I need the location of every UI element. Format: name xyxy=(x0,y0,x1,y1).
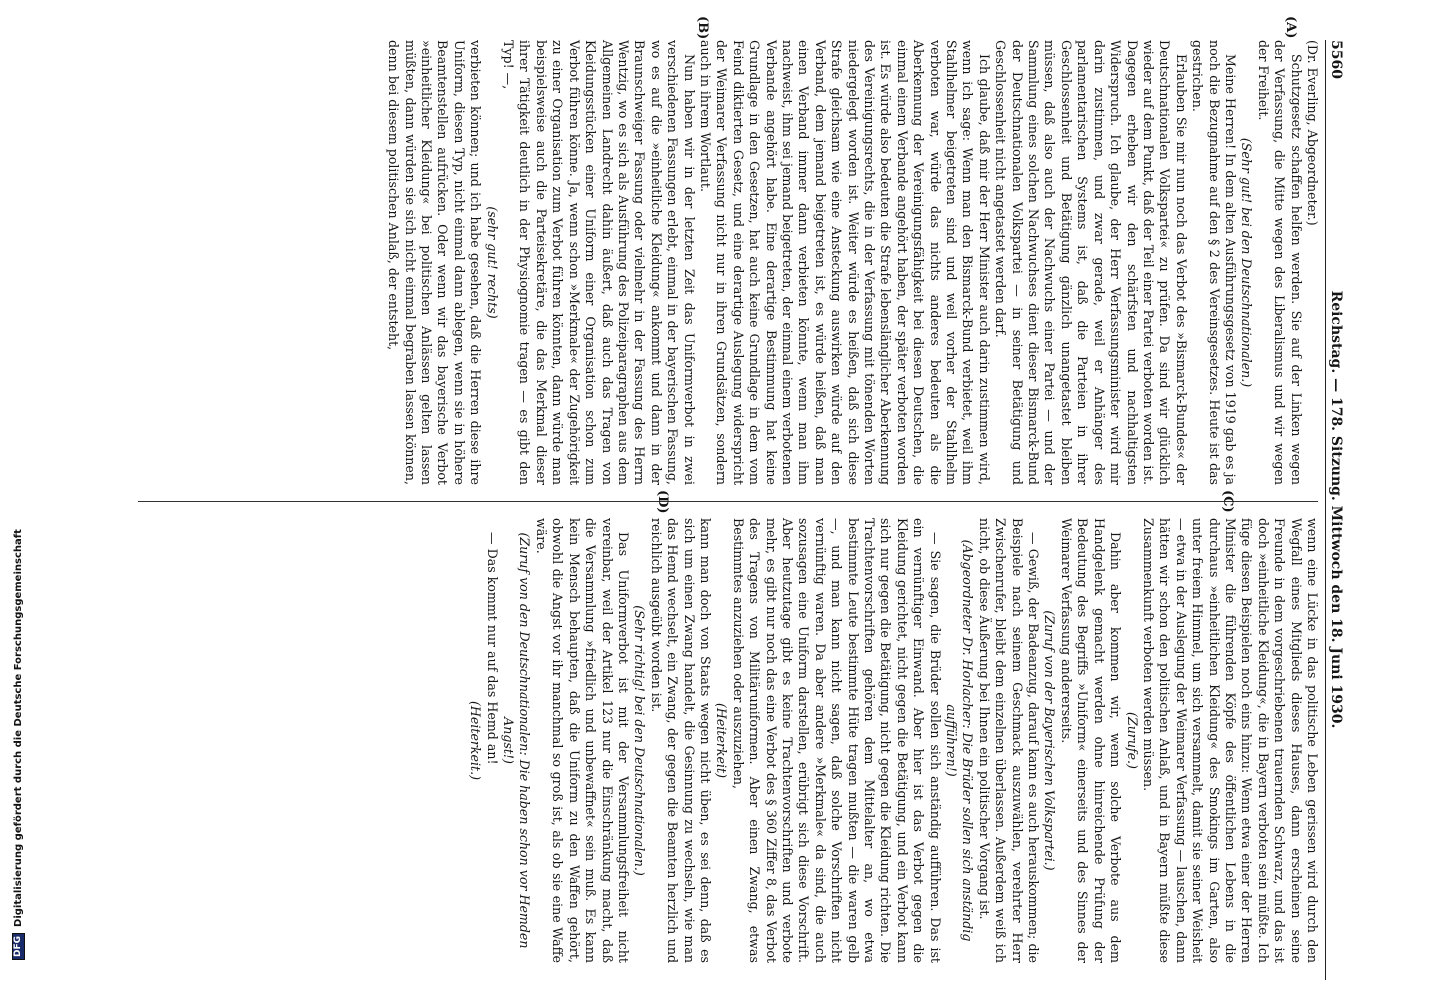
paragraph: Nun haben wir in der letzten Zeit das Uniformverbot in zwei verschiedenen Fassungen erlebt, einmal in der bayerischen Fassung, wo es auf die »einheitliche Kleidung« ankommt und dann in der Braunschweiger Fassung oder vielmehr in der Fassung des Herrn Wentzig, wo es sich als Ausführung des Polizeiparagraphen aus dem Allgemeinen Landrecht dahin äußert, daß auch das Tragen von Kleidungsstücken einer Uniform einer Organisation schon zum Verbot führen könne. Ja, wenn schon »Merkmale« der Zugehörigkeit zu einer Organisation zum Verbot führen könnten, dann würde man beispielsweise auch die Parteisekretäre, die das Merkmal dieser ihrer Tätigkeit deutlich in der Physiognomie tragen — es gibt den Typ! —, xyxy=(501,40,697,485)
interjection: (Sehr richtig! bei den Deutschnationalen.) xyxy=(632,605,648,876)
paragraph: — Sie sagen, die Brüder sollen sich anständig aufführen. Das ist ein vernünftiger Einwand. Aber hier ist das Verbot gegen die Kleidung gerichtet, nicht gegen die Betätigung, und ein Verbot kann sich nur gegen die Betätigung, nicht gegen die Kleidung richten. Die Trachtenvorschriften gehören dem Mittelalter an, wo etwa bestimmte Leute bestimmte Hüte tragen mußten — die waren gelb —, und man kann nicht sagen, daß solche Vorschriften nicht vernünftig waren. Da aber andere »Merkmale« da sind, die auch sozusagen eine Uniform darstellen, erübrigt sich diese Vorschrift. Aber heutzutage gibt es keine Trachtenvorschriften und verbote mehr, es gibt nur noch das eine Verbot des § 360 Ziffer 8, das Verbot des Tragens von Militäruniformen. Aber einen Zwang, etwas Bestimmtes anzuziehen oder auszuziehen, xyxy=(730,518,943,963)
margin-letter-d: (D) xyxy=(655,490,670,514)
paragraph: Das Uniformverbot ist mit der Versammlungsfreiheit nicht vereinbar, weil der Artikel 123 nur die Einschränkung macht, daß die Versammlung »friedlich und unbewaffnet« sein muß. Es kann kein Mensch behaupten, daß die Uniform zu den Waffen gehört, obwohl die Angst vor ihr manchmal so groß ist, als ob sie eine Waffe wäre. xyxy=(533,518,631,963)
document-page xyxy=(120,16,1350,980)
paragraph: — Das kommt nur auf das Hemd an! xyxy=(484,532,500,765)
page-title: Reichstag. — 178. Sitzung. Mittwoch den 18. Juni 1930. xyxy=(1328,290,1345,729)
interjection: (Heiterkeit) xyxy=(714,703,730,778)
paragraph: wenn eine Lücke in das politische Leben gerissen wird durch den Wegfall eines Mitglieds dieses Hauses, dann erscheinen seine Freunde in dem vorgeschriebenen trauernden Schwarz, und das ist doch »einheitliche Kleidung«, die in Bayern verboten sein müßte. Ich füge diesen Beispielen noch eins hinzu: Wenn etwa einer der Herren Minister die führenden Köpfe des öffentlichen Lebens in die durchaus »einheitlichen Kleidung« des Smokings im Garten, also unter freiem Himmel, um sich versammelt, damit sie seiner Weisheit — etwa in der Auslegung der Weimarer Verfassung — lauschen, dann hätten wir schon den politischen Anlaß, und in Bayern müßte diese Zusammenkunft verboten werden müssen. xyxy=(1140,518,1320,963)
interjection: (sehr gut! rechts) xyxy=(484,206,500,319)
paragraph: Ich glaube, daß mir der Herr Minister auch darin zustimmen wird, wenn ich sage: Wenn man den Bismarck-Bund verbietet, weil ihm Stahlhelmer beigetreten sind und weil vorher der Stahlhelm verboten war, würde das nichts anderes bedeuten als die Aberkennung der Vereinigungsfähigkeit bei diesen Deutschen, die einmal einem Verbande angehört haben, der später verboten worden ist. Es würde also bedeuten die Strafe lebenslänglicher Aberkennung des Vereinigungsrechts, die in der Verfassung mit tönenden Worten niedergelegt worden ist. Weiter würde es heißen, daß sich diese Strafe gleichsam wie eine Ansteckung auswirken würde auf den Verband, dem jemand beigetreten ist, es würde heißen, daß man einen Verband immer dann verbieten könnte, wenn man ihm nachweist, ihm sei jemand beigetreten, der einmal einem verbotenen Verbande angehört habe. Eine derartige Bestimmung hat keine Grundlage in den Gesetzen, hat auch keine Grundlage in dem vom Feind diktierten Gesetz, und eine derartige Auslegung widerspricht der Weimarer Verfassung nicht nur in ihren Grundsätzen, sondern auch in ihrem Wortlaut. xyxy=(697,40,992,485)
paragraph: Erlauben Sie mir nun noch das Verbot des »Bismarck-Bundes« der Deutschnationalen Volkspartei« zu prüfen. Da sind wir glücklich wieder auf dem Punkt, daß der Teil einer Partei verboten worden ist. Dagegen erheben wir den schärfsten und nachhaltigsten Widerspruch. Ich glaube, der Herr Verfassungsminister wird mir darin zustimmen, und zwar gerade, weil er Anhänger des parlamentarischen Systems ist, daß die Parteien in ihrer Geschlossenheit und Betätigung gänzlich unangetastet bleiben müssen, daß also auch der Nachwuchs einer Partei — und der Sammlung eines solchen Nachwuchses dient dieser Bismarck-Bund der Deutschnationalen Volkspartei — in seiner Betätigung und Geschlossenheit nicht angetastet werden darf. xyxy=(993,40,1189,485)
page-header xyxy=(1325,40,1350,980)
interjection: (Sehr gut! bei den Deutschnationalen.) xyxy=(1239,137,1255,388)
digitization-credit: Digitalisierung gefördert durch die Deutsche Forschungsgemeinschaft xyxy=(13,529,24,927)
interjection: (Zurufe.) xyxy=(1124,712,1140,769)
paragraph: Schutzgesetz schaffen helfen werden. Sie auf der Linken wegen der Verfassung, die Mitte wegen des Liberalismus und wir wegen der Freiheit. xyxy=(1255,40,1304,485)
interjection: (Heiterkeit.) xyxy=(468,701,484,780)
paragraph: kann man doch von Staats wegen nicht üben, es sei denn, daß es sich um einen Zwang handelt, die Gesinnung zu wechseln, wie man das Hemd wechselt, ein Zwang, der gegen die Beamten herzlich und reichlich ausgeübt worden ist. xyxy=(648,518,713,963)
dfg-logo: DFG xyxy=(12,933,25,960)
left-column xyxy=(385,40,1320,485)
paragraph: verbieten können; und ich habe gesehen, daß die Herren diese ihre Uniform, diesen Typ, nicht einmal dann ablegen, wenn sie in höhere Beamtenstellen aufrücken. Oder wenn wir das bayerische Verbot »einheitlicher Kleidung« bei politischen Anlässen gelten lassen müßten, dann würden sie sich nicht einmal begraben lassen können, denn bei diesem politischen Anlaß, der entsteht, xyxy=(386,40,484,485)
margin-letter-b: (B) xyxy=(695,16,710,40)
column-divider xyxy=(138,501,1318,502)
interjection: (Zuruf von der Bayerischen Volkspartei.) xyxy=(1042,610,1058,871)
paragraph: Meine Herren! In dem alten Ausführungsgesetz von 1919 gab es ja noch die Bezugnahme auf den § 2 des Vereinsgesetzes. Heute ist das gestrichen. xyxy=(1190,40,1238,485)
paragraph: — Gewiß, der Badeanzug, darauf kann es auch herauskommen; die Beispiele nach seinem Geschmack auszuwählen, verehrter Herr Zwischenrufer, bleibt dem einzelnen überlassen. Außerdem weiß ich nicht, ob diese Äußerung bei Ihnen ein politischer Vorgang ist. xyxy=(976,518,1042,963)
paragraph: Dahin aber kommen wir, wenn solche Verbote aus dem Handgelenk gemacht werden ohne hinreichende Prüfung der Bedeutung des Begriffs »Uniform« einerseits und des Sinnes der Weimarer Verfassung andererseits. xyxy=(1058,518,1124,963)
right-column xyxy=(467,518,1320,963)
margin-letter-c: (C) xyxy=(1220,490,1235,513)
interjection: (Abgeordneter Dr. Horlacher: Die Brüder sollen sich anständig aufführen!) xyxy=(944,539,976,942)
page-number: 5560 xyxy=(1328,40,1345,79)
paragraph: (Dr. Everling, Abgeordneter.) xyxy=(1305,40,1320,226)
margin-letter-a: (A) xyxy=(1283,16,1298,39)
scan-footer xyxy=(0,0,24,1000)
interjection: (Zuruf von den Deutschnationalen: Die haben schon vor Hemden Angst!) xyxy=(501,532,533,949)
